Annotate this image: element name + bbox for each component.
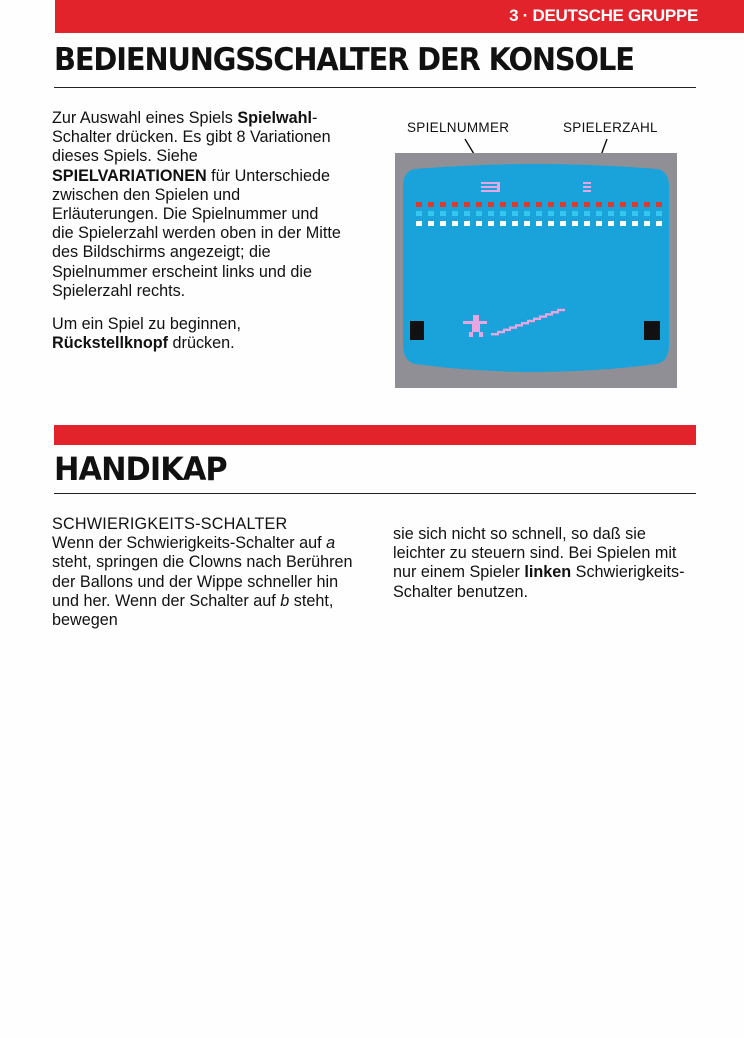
player-count-indicator [583, 182, 591, 192]
balloon [632, 221, 638, 226]
balloon-rows [416, 202, 662, 226]
balloon [656, 221, 662, 226]
right-bumper [644, 321, 660, 340]
seesaw-segment [527, 320, 535, 322]
balloon [512, 202, 518, 207]
balloon [524, 202, 530, 207]
clown-head [473, 315, 479, 321]
seesaw-segment [545, 313, 553, 315]
balloon [476, 211, 482, 216]
balloon [440, 221, 446, 226]
balloon [584, 221, 590, 226]
balloon [488, 202, 494, 207]
seesaw-segment [491, 333, 499, 335]
balloon [608, 221, 614, 226]
section-divider-bar [54, 425, 696, 445]
game-number-stripe [497, 182, 500, 192]
balloon [500, 202, 506, 207]
player-count-stripe [583, 190, 591, 192]
caption-player-count: SPIELERZAHL [563, 120, 658, 135]
balloon [656, 211, 662, 216]
handicap-column-1 [52, 515, 357, 630]
game-number-stripe [481, 190, 499, 192]
balloon [416, 221, 422, 226]
balloon [416, 211, 422, 216]
seesaw-segment [509, 326, 517, 328]
seesaw-segment [551, 311, 559, 313]
balloon [608, 202, 614, 207]
game-number-stripe [481, 186, 499, 188]
seesaw-segment [539, 315, 547, 317]
balloon [476, 221, 482, 226]
balloon [476, 202, 482, 207]
balloon [644, 211, 650, 216]
balloon [632, 211, 638, 216]
balloon [656, 202, 662, 207]
left-bumper [410, 321, 424, 340]
clown-leg [479, 332, 483, 337]
page-label: 3 · DEUTSCHE GRUPPE [509, 6, 698, 25]
balloon [584, 202, 590, 207]
balloon [608, 211, 614, 216]
balloon [464, 211, 470, 216]
balloon [548, 202, 554, 207]
balloon [524, 221, 530, 226]
balloon [512, 211, 518, 216]
clown-body [472, 324, 480, 332]
balloon [560, 202, 566, 207]
balloon [596, 202, 602, 207]
balloon [452, 202, 458, 207]
balloon [500, 211, 506, 216]
section-title-handicap: HANDIKAP [54, 450, 227, 488]
balloon [560, 221, 566, 226]
difficulty-switch-subheading: SCHWIERIGKEITS-SCHALTER [52, 515, 288, 533]
game-number-indicator [481, 182, 500, 192]
balloon [620, 211, 626, 216]
balloon [644, 221, 650, 226]
handicap-text-1: Wenn der Schwierigkeits-Schalter auf a steht, springen die Clowns nach Berühren der Ballons und der Wippe schneller hin und her. Wenn der Schalter auf b steht, bewegen [52, 534, 353, 630]
balloon [548, 221, 554, 226]
crt-screen [403, 164, 669, 372]
balloon [536, 221, 542, 226]
game-screen [395, 153, 677, 388]
seesaw-segment [503, 329, 511, 331]
balloon [440, 211, 446, 216]
clown-leg [469, 332, 473, 337]
balloon [596, 221, 602, 226]
balloon [464, 221, 470, 226]
balloon [548, 211, 554, 216]
balloon [488, 211, 494, 216]
balloon [428, 211, 434, 216]
balloon [572, 202, 578, 207]
balloon [488, 221, 494, 226]
game-number-stripe [481, 182, 499, 184]
seesaw-segment [515, 324, 523, 326]
handicap-column-2 [393, 525, 693, 602]
clown-arms [463, 321, 487, 324]
balloon [620, 221, 626, 226]
balloon [416, 202, 422, 207]
balloon [464, 202, 470, 207]
balloon [632, 202, 638, 207]
balloon [428, 221, 434, 226]
handicap-text-2: sie sich nicht so schnell, so daß sie leichter zu steuern sind. Bei Spielen mit nur einem Spieler linken Schwierigkeits-Schalter benutzen. [393, 525, 685, 601]
balloon [584, 211, 590, 216]
section-title-console: BEDIENUNGSSCHALTER DER KONSOLE [54, 42, 634, 78]
balloon [440, 202, 446, 207]
balloon [596, 211, 602, 216]
player-count-stripe [583, 186, 591, 188]
console-paragraph-2: Um ein Spiel zu beginnen, Rückstellknopf drücken. [52, 315, 241, 353]
balloon [452, 221, 458, 226]
balloon [452, 211, 458, 216]
balloon [572, 221, 578, 226]
seesaw-segment [521, 322, 529, 324]
console-description [52, 109, 342, 367]
game-screen-figure [395, 153, 677, 388]
balloon [620, 202, 626, 207]
seesaw-segment [533, 318, 541, 320]
balloon [560, 211, 566, 216]
player-count-stripe [583, 182, 591, 184]
title-rule [54, 87, 696, 88]
balloon [536, 211, 542, 216]
balloon [644, 202, 650, 207]
header-bar [55, 0, 744, 33]
console-paragraph-1: Zur Auswahl eines Spiels Spielwahl-Schalter drücken. Es gibt 8 Variationen dieses Spiels. Siehe SPIELVARIATIONEN für Unterschiede zwischen den Spielen und Erläuterungen. Die Spielnummer und die Spielerzahl werden oben in der Mitte des Bildschirms angezeigt; die Spielnummer erscheint links und die Spielerzahl rechts. [52, 109, 341, 300]
handicap-rule [54, 493, 696, 494]
balloon [524, 211, 530, 216]
caption-game-number: SPIELNUMMER [407, 120, 510, 135]
balloon [572, 211, 578, 216]
seesaw-segment [557, 309, 565, 311]
balloon [500, 221, 506, 226]
balloon [428, 202, 434, 207]
balloon [536, 202, 542, 207]
seesaw-segment [497, 331, 505, 333]
balloon [512, 221, 518, 226]
